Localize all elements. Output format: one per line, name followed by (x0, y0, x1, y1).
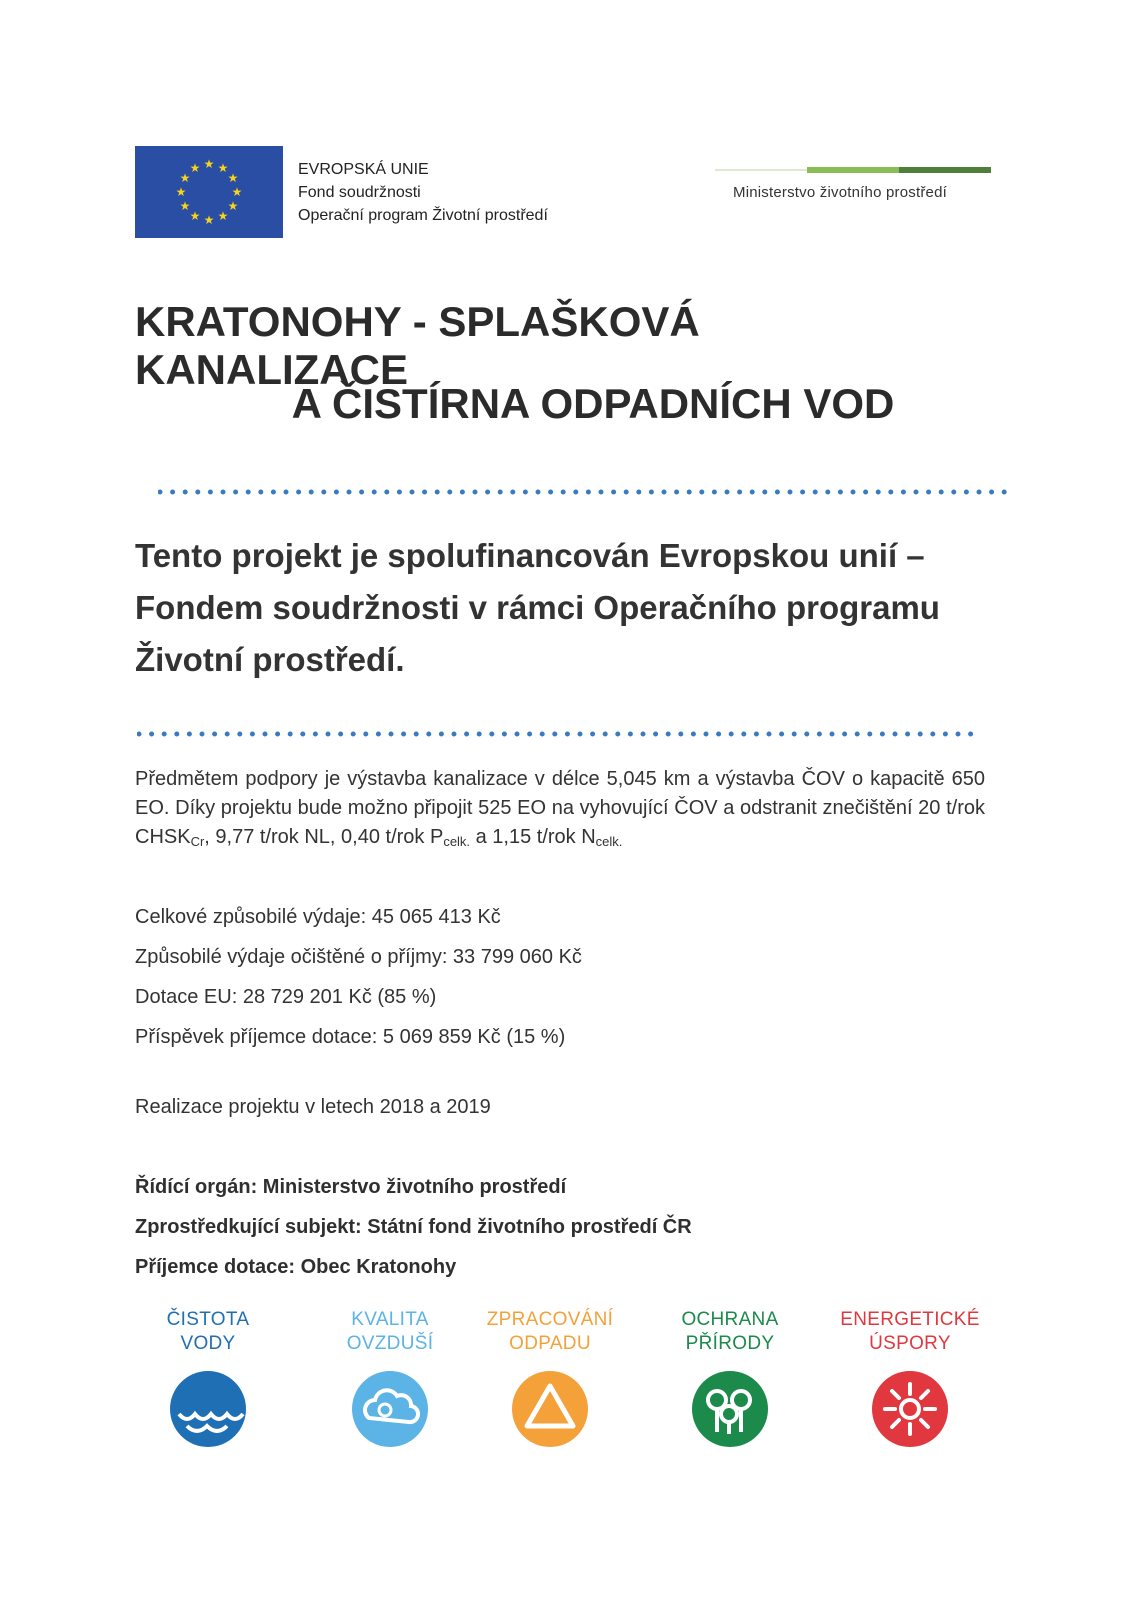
theme-label-1: ČISTOTA (166, 1309, 250, 1330)
cofinancing-line-3: Životní prostředí. (135, 641, 405, 678)
managing-authority: Řídící orgán: Ministerstvo životního prostředí (135, 1176, 567, 1198)
subject-text-3: a 1,15 t/rok N (470, 826, 596, 848)
theme-label-2: PŘÍRODY (685, 1333, 775, 1354)
theme-waste-processing (475, 1308, 625, 1448)
cofinancing-line-2: Fondem soudržnosti v rámci Operačního programu (135, 589, 940, 626)
subject-sub-p: celk. (443, 834, 471, 849)
svg-text:★: ★ (189, 161, 201, 175)
sun-icon (871, 1370, 949, 1448)
cloud-icon (351, 1370, 429, 1448)
theme-label-2: ÚSPORY (869, 1333, 951, 1354)
realization-period: Realizace projektu v letech 2018 a 2019 (135, 1096, 491, 1118)
svg-text:★: ★ (179, 199, 191, 213)
subject-text-2: , 9,77 t/rok NL, 0,40 t/rok P (204, 826, 444, 848)
eu-line-2: Fond soudržnosti (298, 184, 421, 201)
cofinancing-line-1: Tento projekt je spolufinancován Evropskou unií – (135, 537, 925, 574)
svg-text:★: ★ (189, 209, 201, 223)
theme-air-quality (315, 1308, 465, 1448)
total-eligible-costs: Celkové způsobilé výdaje: 45 065 413 Kč (135, 906, 501, 928)
svg-text:★: ★ (217, 161, 229, 175)
dotted-divider-bottom (137, 730, 979, 738)
subsidy-recipient: Příjemce dotace: Obec Kratonohy (135, 1256, 457, 1278)
page-title-line-1: KRATONOHY - SPLAŠKOVÁ KANALIZACE (135, 298, 700, 393)
dotted-divider-top (158, 488, 1008, 496)
recipient-contribution: Příspěvek příjemce dotace: 5 069 859 Kč (15 %) (135, 1026, 566, 1048)
theme-label-2: ODPADU (509, 1333, 591, 1354)
ministry-logo-bar (715, 167, 991, 173)
subject-sub-cr: Cr (190, 834, 205, 849)
theme-nature-protection (655, 1308, 805, 1448)
svg-text:★: ★ (217, 209, 229, 223)
theme-label-1: ZPRACOVÁNÍ (486, 1309, 614, 1330)
theme-label-2: VODY (180, 1333, 236, 1354)
trees-icon (691, 1370, 769, 1448)
triangle-icon (511, 1370, 589, 1448)
page-title-line-2: A ČISTÍRNA ODPADNÍCH VOD (291, 380, 895, 427)
eu-flag-logo (135, 146, 283, 238)
eu-fund-text (298, 158, 548, 227)
svg-text:★: ★ (203, 157, 215, 171)
svg-text:★: ★ (175, 185, 187, 199)
theme-label-2: OVZDUŠÍ (346, 1333, 434, 1354)
ministry-name: Ministerstvo životního prostředí (733, 184, 947, 201)
net-eligible-costs: Způsobilé výdaje očištěné o příjmy: 33 799 060 Kč (135, 946, 582, 968)
svg-text:★: ★ (203, 213, 215, 227)
eu-line-3: Operační program Životní prostředí (298, 207, 548, 224)
priority-themes (135, 1308, 995, 1438)
theme-label-1: KVALITA (351, 1309, 429, 1330)
svg-text:★: ★ (227, 171, 239, 185)
subject-text-1: Předmětem podpory je výstavba kanalizace v délce 5,045 km a výstavba ČOV o kapacitě 650 EO. Díky projektu bude možno připojit 525 EO na vyhovující ČOV a odstranit znečištění 20 t/rok CHSK (135, 768, 985, 848)
svg-text:★: ★ (227, 199, 239, 213)
eu-line-1: EVROPSKÁ UNIE (298, 161, 429, 178)
svg-text:★: ★ (231, 185, 243, 199)
cofinancing-statement (135, 530, 1015, 686)
theme-energy-savings (835, 1308, 985, 1448)
eu-subsidy: Dotace EU: 28 729 201 Kč (85 %) (135, 986, 437, 1008)
eu-stars-icon (135, 146, 283, 238)
project-subject (135, 765, 985, 856)
theme-water-quality (133, 1308, 283, 1448)
svg-text:★: ★ (179, 171, 191, 185)
theme-label-1: ENERGETICKÉ (840, 1309, 980, 1330)
water-icon (169, 1370, 247, 1448)
subject-sub-n: celk. (595, 834, 623, 849)
intermediate-body: Zprostředkující subjekt: Státní fond životního prostředí ČR (135, 1216, 692, 1238)
theme-label-1: OCHRANA (681, 1309, 779, 1330)
